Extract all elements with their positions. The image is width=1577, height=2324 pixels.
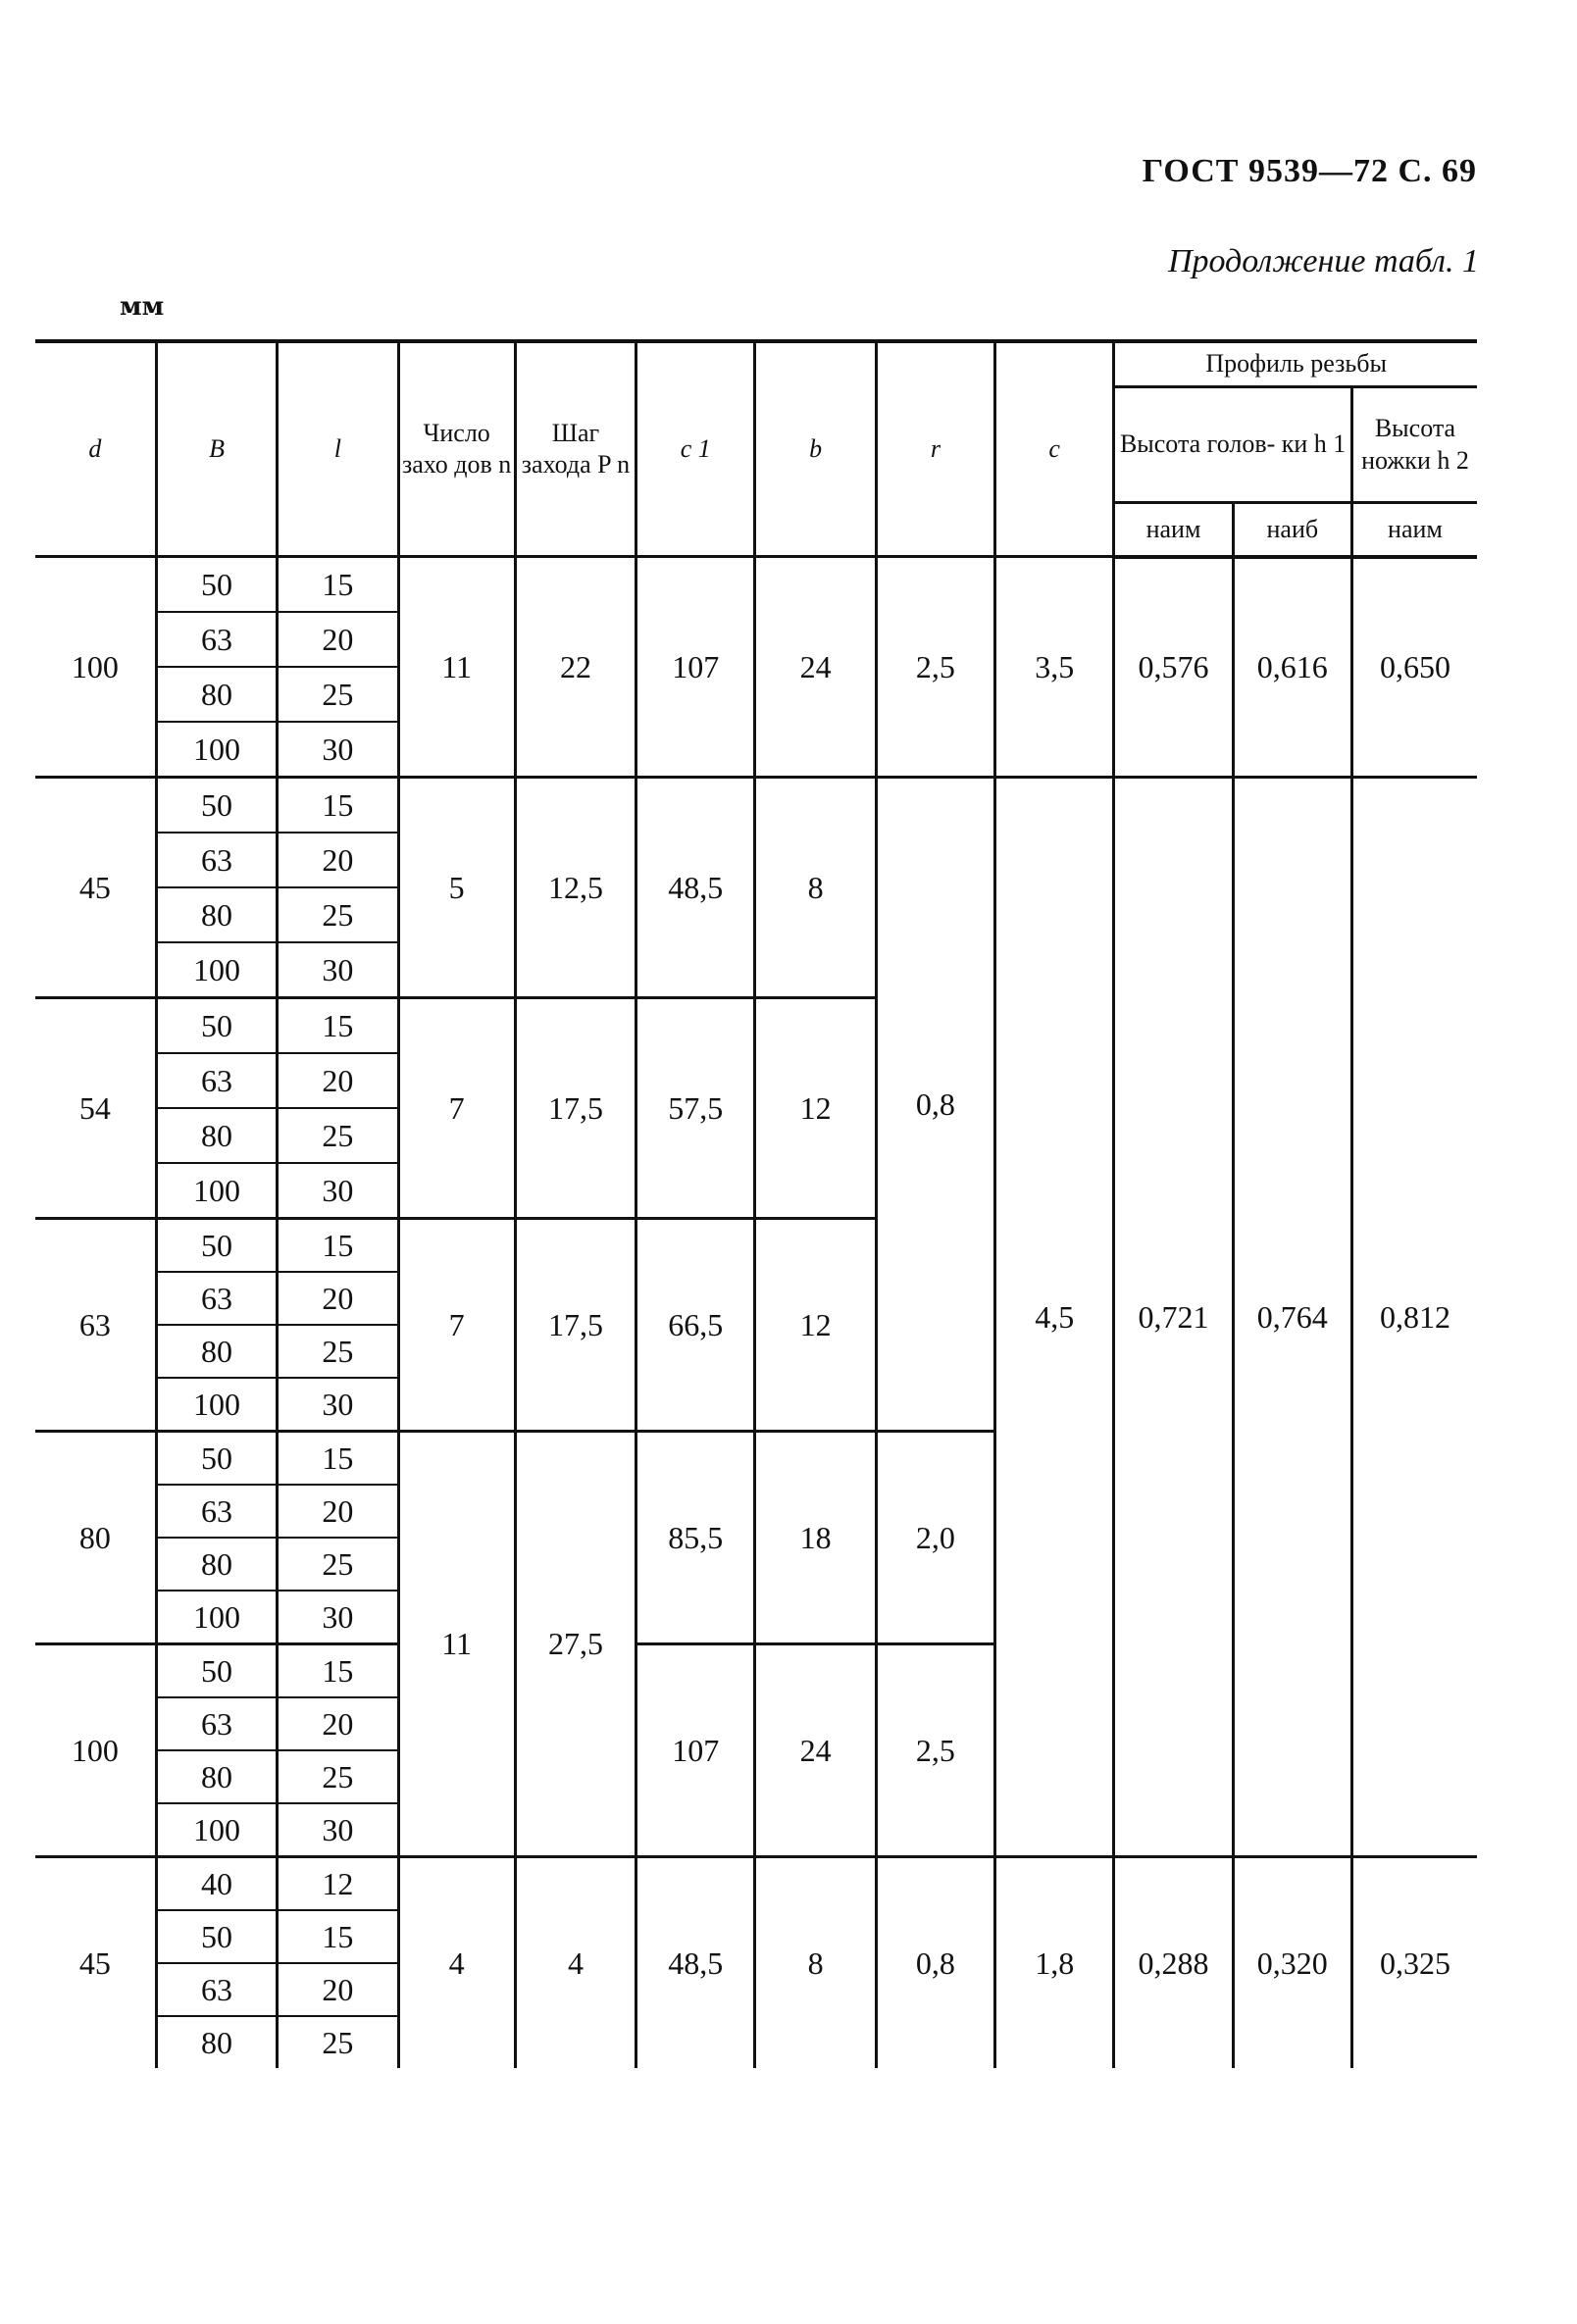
cell-l: 30 [278,1591,398,1644]
cell-pn: 4 [515,1857,636,2069]
spec-table-body [35,557,1477,2069]
cell-h1-max: 0,616 [1233,557,1351,778]
cell-b: 8 [755,778,876,998]
col-header-l: l [278,341,398,557]
cell-B: 50 [156,557,277,613]
cell-r: 0,8 [876,1857,994,2069]
spec-table [35,339,1477,2068]
cell-l: 15 [278,778,398,834]
cell-B: 63 [156,1697,277,1750]
cell-b: 12 [755,1219,876,1432]
col-header-addendum: Высота голов- ки h 1 [1114,387,1352,503]
cell-n: 7 [398,998,515,1219]
cell-d: 100 [35,1644,156,1857]
cell-r: 2,5 [876,1644,994,1857]
cell-B: 50 [156,1432,277,1486]
cell-r: 2,5 [876,557,994,778]
cell-c1: 107 [636,1644,755,1857]
cell-n: 4 [398,1857,515,2069]
cell-B: 50 [156,998,277,1054]
cell-l: 20 [278,1272,398,1325]
cell-d: 45 [35,1857,156,2069]
col-header-h2-min: наим [1351,503,1477,557]
cell-c: 3,5 [995,557,1114,778]
cell-B: 80 [156,2016,277,2068]
cell-r-merged: 0,8 [876,778,994,1432]
cell-l: 25 [278,1538,398,1591]
cell-l: 25 [278,887,398,942]
cell-l: 25 [278,1750,398,1803]
cell-pn: 22 [515,557,636,778]
cell-b: 24 [755,557,876,778]
cell-l: 30 [278,942,398,998]
cell-pn-merged: 27,5 [515,1432,636,1857]
cell-b: 8 [755,1857,876,2069]
cell-l: 20 [278,1963,398,2016]
cell-l: 30 [278,722,398,778]
col-header-b: b [755,341,876,557]
cell-B: 63 [156,612,277,667]
cell-B: 100 [156,1803,277,1857]
col-header-starts: Число захо дов n [398,341,515,557]
cell-h2-min: 0,650 [1351,557,1477,778]
cell-n: 7 [398,1219,515,1432]
col-header-thread-profile: Профиль резьбы [1114,341,1477,387]
cell-B: 100 [156,1163,277,1219]
cell-B: 80 [156,887,277,942]
cell-B: 63 [156,1053,277,1108]
cell-pn: 17,5 [515,1219,636,1432]
cell-pn: 12,5 [515,778,636,998]
cell-l: 15 [278,557,398,613]
cell-c1: 57,5 [636,998,755,1219]
cell-b: 18 [755,1432,876,1644]
table-row [35,778,1477,834]
cell-b: 24 [755,1644,876,1857]
cell-pn: 17,5 [515,998,636,1219]
cell-B: 100 [156,942,277,998]
cell-h2-min: 0,325 [1351,1857,1477,2069]
cell-B: 100 [156,722,277,778]
cell-h1-max: 0,320 [1233,1857,1351,2069]
cell-h1-min: 0,288 [1114,1857,1233,2069]
cell-l: 25 [278,1108,398,1163]
col-header-B: B [156,341,277,557]
cell-B: 50 [156,1644,277,1698]
table-continuation-label: Продолжение табл. 1 [1167,243,1479,279]
page-header-title: ГОСТ 9539—72 С. 69 [1142,153,1477,189]
cell-n: 11 [398,557,515,778]
cell-n: 5 [398,778,515,998]
cell-c1: 107 [636,557,755,778]
cell-c1: 66,5 [636,1219,755,1432]
cell-l: 25 [278,667,398,722]
cell-l: 20 [278,1485,398,1538]
cell-l: 12 [278,1857,398,1911]
cell-n-merged: 11 [398,1432,515,1857]
cell-B: 40 [156,1857,277,1911]
cell-B: 80 [156,1108,277,1163]
col-header-r: r [876,341,994,557]
cell-B: 63 [156,1963,277,2016]
cell-l: 30 [278,1163,398,1219]
cell-B: 63 [156,833,277,887]
cell-l: 15 [278,1432,398,1486]
cell-h1-min: 0,576 [1114,557,1233,778]
unit-label: мм [120,292,165,322]
col-header-start-pitch: Шаг захода P n [515,341,636,557]
cell-B: 80 [156,667,277,722]
table-row [35,557,1477,613]
cell-h2-min-merged: 0,812 [1351,778,1477,1857]
cell-B: 100 [156,1591,277,1644]
col-header-c1: c 1 [636,341,755,557]
cell-B: 50 [156,1219,277,1273]
cell-l: 25 [278,1325,398,1378]
cell-d: 100 [35,557,156,778]
cell-c1: 48,5 [636,778,755,998]
cell-l: 15 [278,1910,398,1963]
cell-l: 20 [278,612,398,667]
cell-B: 63 [156,1272,277,1325]
cell-l: 15 [278,1644,398,1698]
cell-B: 80 [156,1538,277,1591]
cell-c: 1,8 [995,1857,1114,2069]
col-header-d: d [35,341,156,557]
cell-c-merged: 4,5 [995,778,1114,1857]
cell-b: 12 [755,998,876,1219]
cell-l: 25 [278,2016,398,2068]
cell-h1-max-merged: 0,764 [1233,778,1351,1857]
cell-d: 80 [35,1432,156,1644]
col-header-h1-min: наим [1114,503,1233,557]
cell-l: 15 [278,998,398,1054]
cell-B: 80 [156,1750,277,1803]
cell-d: 63 [35,1219,156,1432]
cell-B: 100 [156,1378,277,1432]
cell-c1: 48,5 [636,1857,755,2069]
col-header-dedendum: Высота ножки h 2 [1351,387,1477,503]
cell-l: 20 [278,1697,398,1750]
cell-l: 20 [278,1053,398,1108]
cell-B: 63 [156,1485,277,1538]
col-header-c: c [995,341,1114,557]
cell-l: 30 [278,1803,398,1857]
cell-B: 80 [156,1325,277,1378]
cell-d: 54 [35,998,156,1219]
cell-l: 20 [278,833,398,887]
cell-l: 30 [278,1378,398,1432]
col-header-h1-max: наиб [1233,503,1351,557]
cell-h1-min-merged: 0,721 [1114,778,1233,1857]
cell-r: 2,0 [876,1432,994,1644]
cell-l: 15 [278,1219,398,1273]
table-row [35,1857,1477,1911]
cell-B: 50 [156,778,277,834]
cell-d: 45 [35,778,156,998]
cell-c1: 85,5 [636,1432,755,1644]
cell-B: 50 [156,1910,277,1963]
